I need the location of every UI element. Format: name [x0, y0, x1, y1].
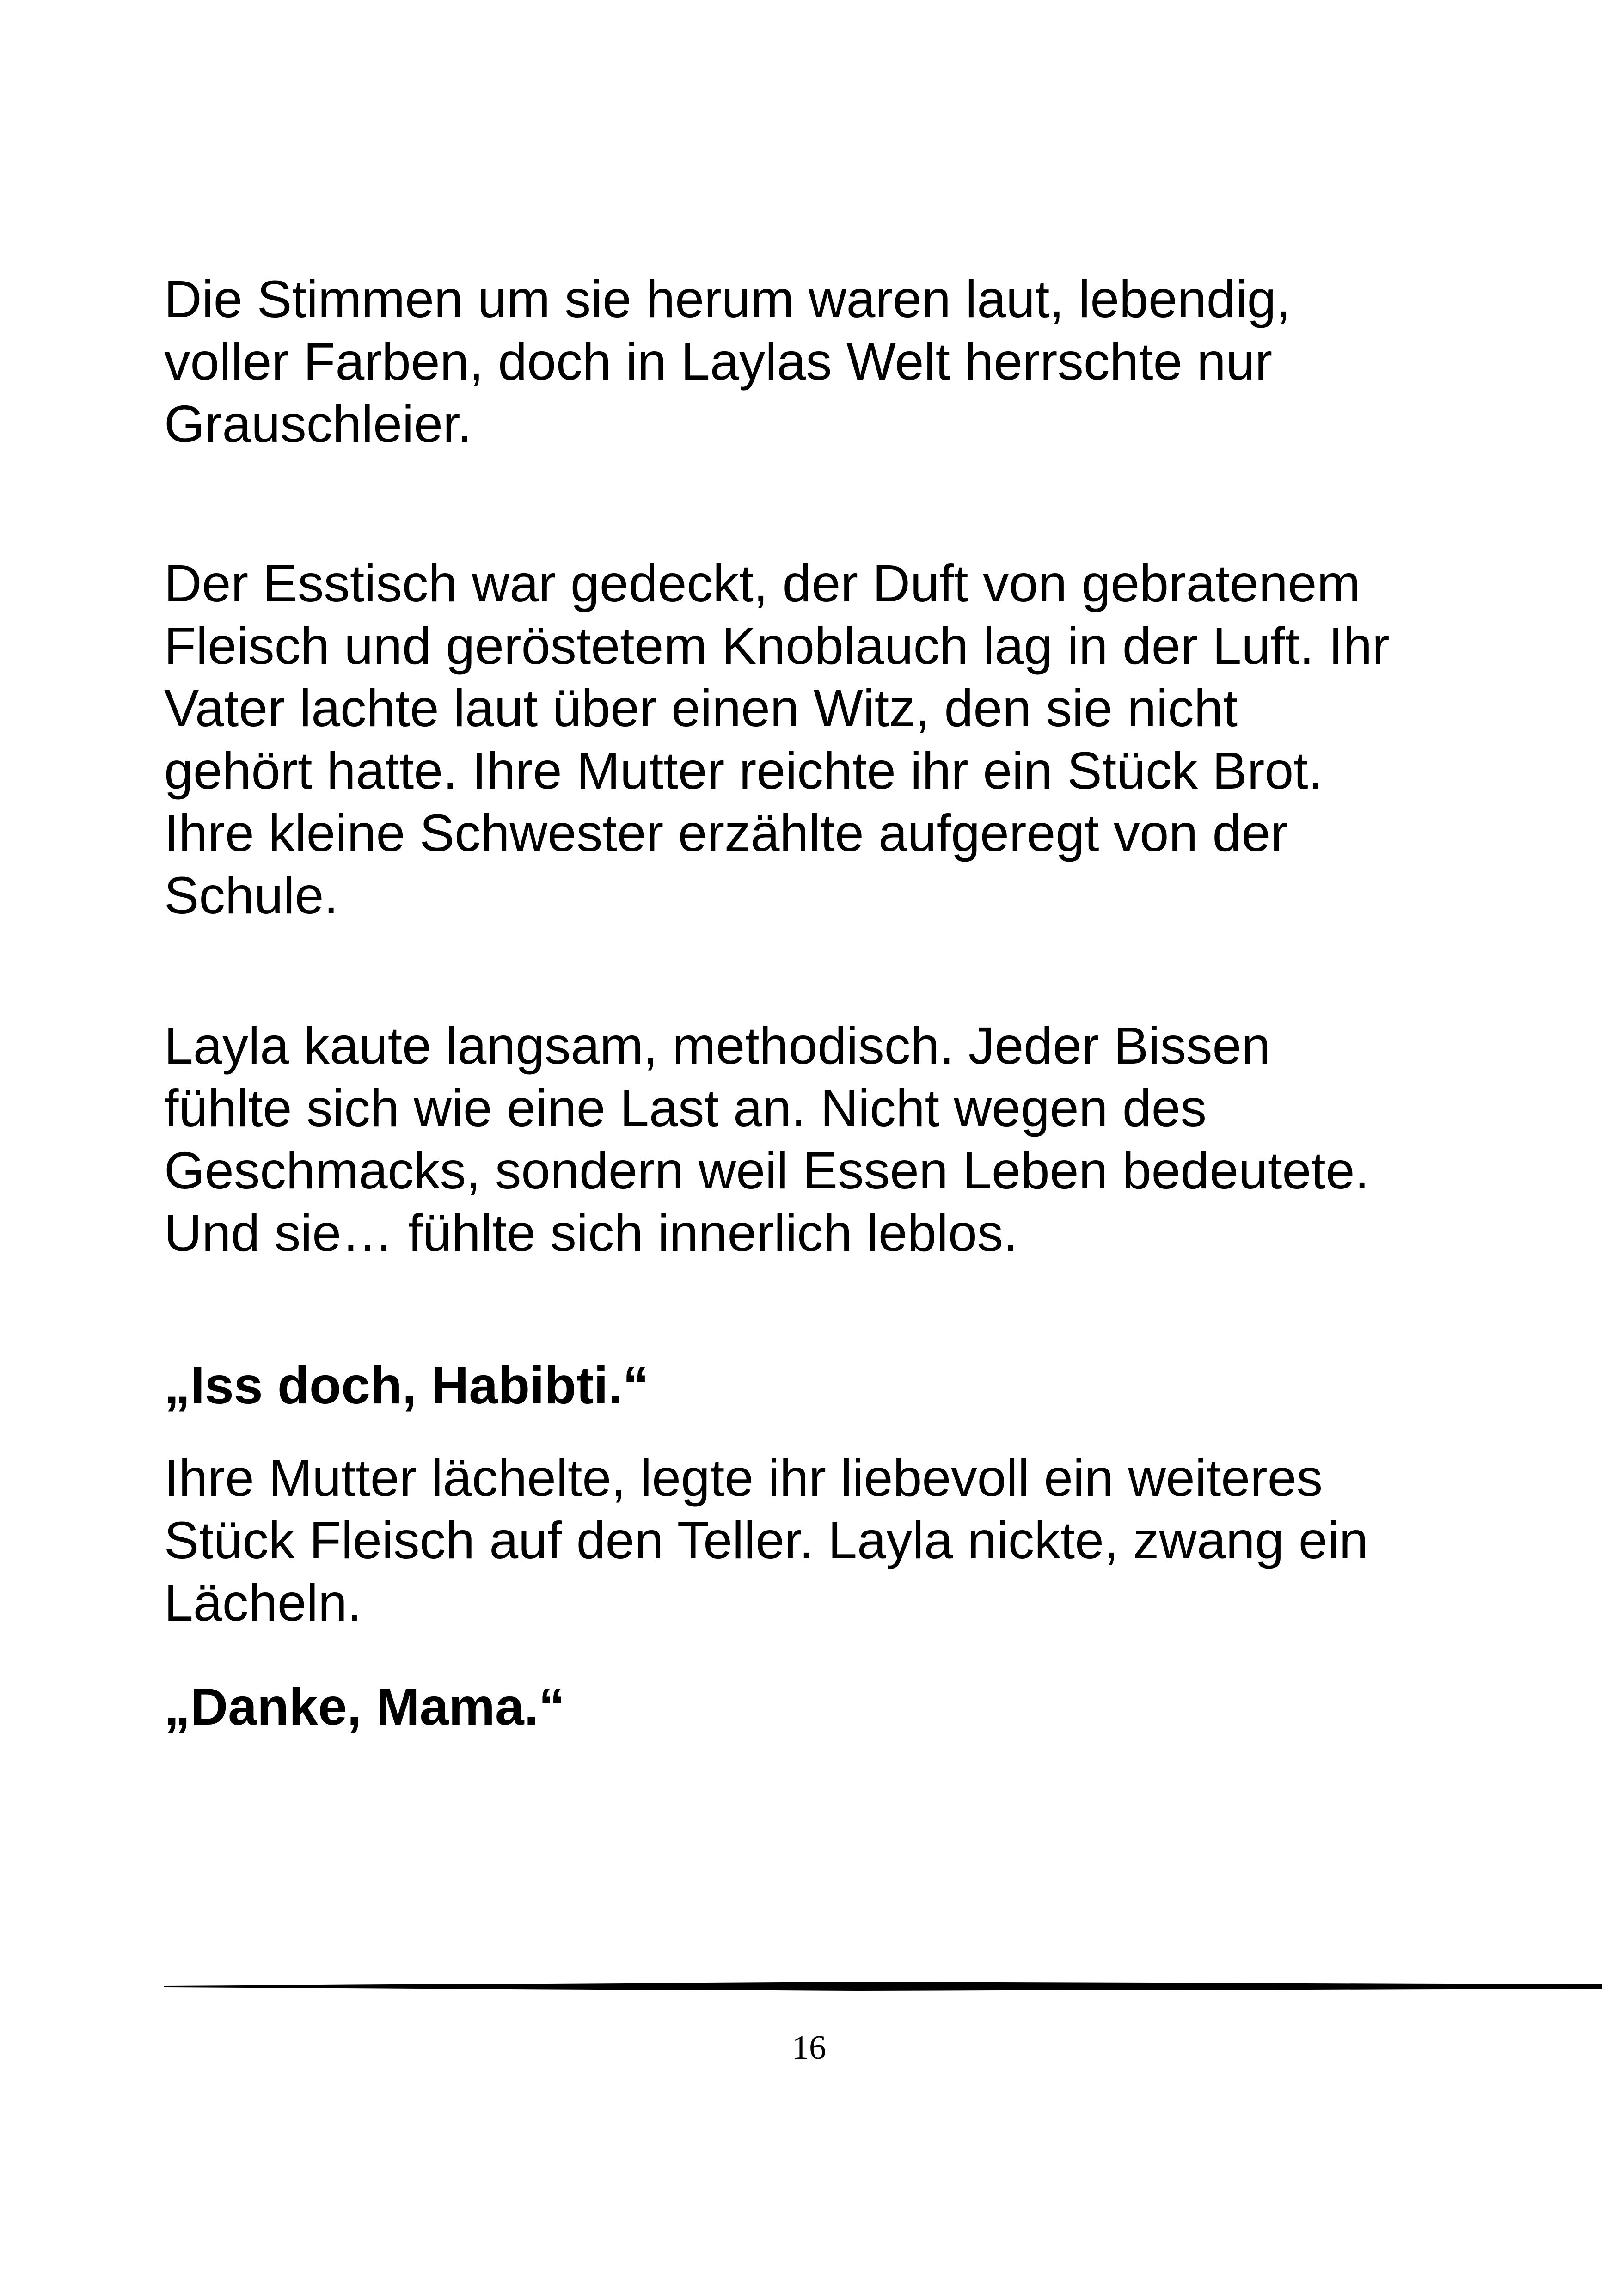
- paragraph-line: fühlte sich wie eine Last an. Nicht wegen des: [164, 1079, 1207, 1137]
- paragraph-line: Geschmacks, sondern weil Essen Leben bedeutete.: [164, 1141, 1369, 1200]
- page-number: 16: [792, 2029, 826, 2067]
- paragraph-line: Lächeln.: [164, 1574, 362, 1632]
- paragraph-line: gehört hatte. Ihre Mutter reichte ihr ein Stück Brot.: [164, 741, 1323, 800]
- paragraph-line: Ihre kleine Schwester erzählte aufgeregt von der: [164, 804, 1288, 862]
- paragraph-line: Die Stimmen um sie herum waren laut, lebendig,: [164, 270, 1291, 328]
- paragraph-2: [164, 552, 1468, 927]
- paragraph-line: Grauschleier.: [164, 395, 472, 453]
- quote-line: „Iss doch, Habibti.“: [164, 1356, 649, 1414]
- quote-line: „Danke, Mama.“: [164, 1678, 565, 1736]
- paragraph-line: Schule.: [164, 866, 338, 925]
- paragraph-line: Der Esstisch war gedeckt, der Duft von gebratenem: [164, 554, 1361, 612]
- paragraph-line: Fleisch und geröstetem Knoblauch lag in der Luft. Ihr: [164, 617, 1390, 675]
- paragraph-line: Stück Fleisch auf den Teller. Layla nickte, zwang ein: [164, 1511, 1368, 1569]
- paragraph-line: voller Farben, doch in Laylas Welt herrschte nur: [164, 332, 1273, 391]
- dialogue-quote-1: [164, 1354, 1468, 1417]
- dialogue-quote-2: [164, 1676, 1468, 1738]
- paragraph-4: [164, 1447, 1468, 1634]
- paragraph-line: Layla kaute langsam, methodisch. Jeder Bissen: [164, 1016, 1271, 1075]
- paragraph-3: [164, 1015, 1468, 1264]
- paragraph-line: Vater lachte laut über einen Witz, den sie nicht: [164, 679, 1238, 737]
- paragraph-line: Und sie… fühlte sich innerlich leblos.: [164, 1204, 1018, 1262]
- paragraph-line: Ihre Mutter lächelte, legte ihr liebevoll ein weiteres: [164, 1449, 1323, 1507]
- paragraph-1: [164, 268, 1468, 455]
